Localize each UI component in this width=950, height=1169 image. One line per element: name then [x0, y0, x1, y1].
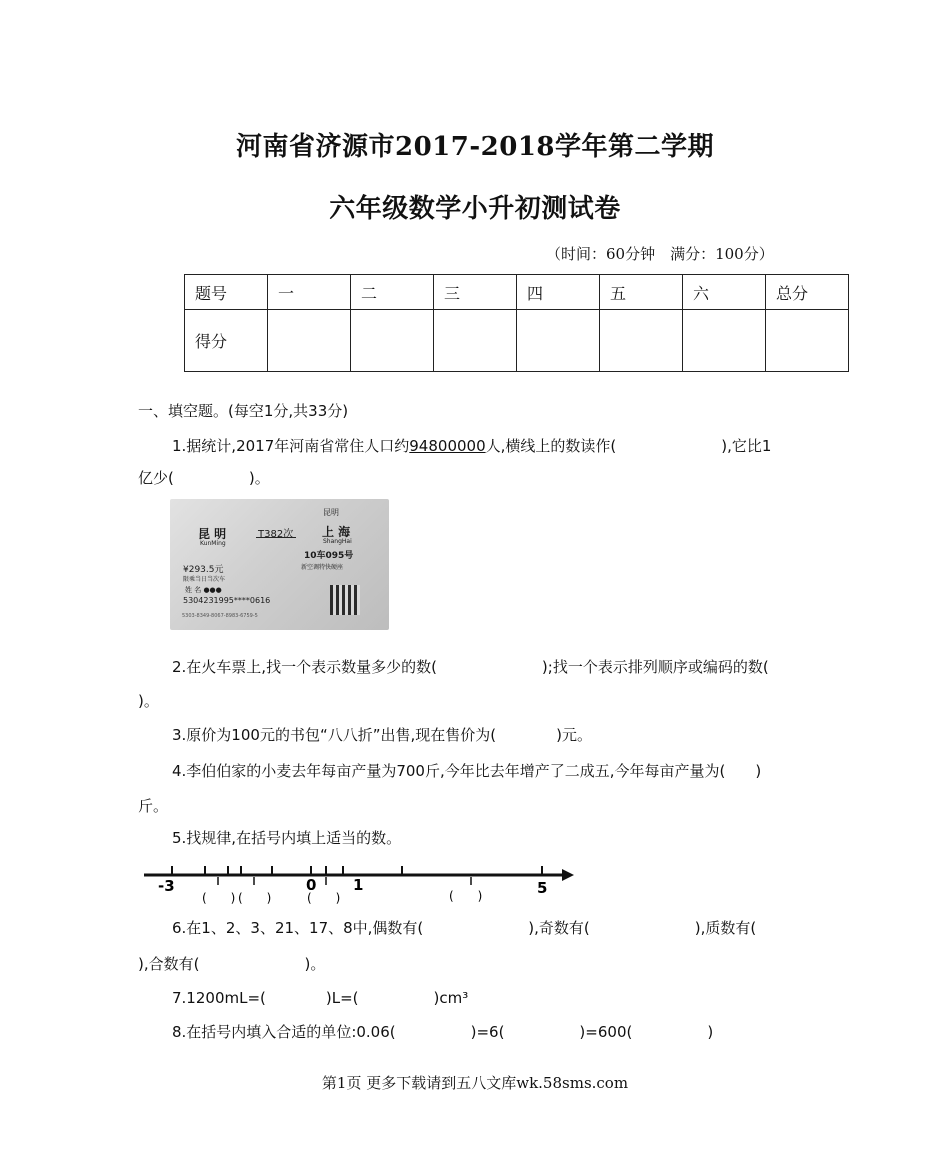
ticket-to-en: ShangHai: [323, 538, 352, 545]
numberline-blank[interactable]: ( ): [238, 891, 272, 905]
q6-text-a: 6.在1、2、3、21、17、8中,偶数有( ),奇数有( ),质数有(: [172, 919, 757, 937]
arrow-right-icon: [562, 869, 574, 881]
page-subtitle: 六年级数学小升初测试卷: [329, 194, 621, 224]
q2-text-a: 2.在火车票上,找一个表示数量多少的数( );找一个表示排列顺序或编码的数(: [172, 658, 769, 676]
ticket-serial: 5303-8349-8067-8983-6759-5: [182, 613, 258, 619]
page-title: 河南省济源市2017-2018学年第二学期: [235, 132, 715, 162]
score-row-label: 得分: [185, 310, 268, 372]
numberline-label: 1: [353, 876, 364, 894]
numberline-blank[interactable]: ( ): [449, 889, 483, 903]
q6-text-b: ),合数有( )。: [138, 955, 326, 973]
numberline-label: 0: [306, 876, 317, 894]
score-cell[interactable]: [351, 310, 434, 372]
question-1: [172, 435, 771, 456]
score-header-cell: 四: [517, 275, 600, 310]
q1-text-a: 1.据统计,2017年河南省常住人口约: [172, 437, 410, 455]
ticket-note: 限乘当日当次车: [183, 576, 226, 583]
score-cell[interactable]: [683, 310, 766, 372]
ticket-from: 昆 明: [198, 527, 227, 541]
ticket-arrow: [256, 537, 296, 538]
score-value-row: [185, 310, 849, 372]
score-header-cell: 六: [683, 275, 766, 310]
q2-text-b: )。: [138, 692, 159, 710]
q4-text-b: 斤。: [138, 797, 169, 815]
ticket-name: 姓 名 ●●●: [185, 586, 222, 594]
numberline-label: -3: [158, 877, 175, 895]
q1-text-b: 人,横线上的数读作( ),它比1: [485, 437, 772, 455]
q1-text-c: 亿少( )。: [138, 469, 270, 487]
score-header-cell: 二: [351, 275, 434, 310]
question-5: 5.找规律,在括号内填上适当的数。: [172, 829, 402, 847]
numberline-label: 5: [537, 879, 548, 897]
train-ticket-image: [170, 499, 389, 630]
score-header-cell: 一: [268, 275, 351, 310]
score-cell[interactable]: [517, 310, 600, 372]
score-cell[interactable]: [600, 310, 683, 372]
page-footer: 第1页 更多下载请到五八文库wk.58sms.com: [321, 1074, 629, 1092]
score-header-cell: 总分: [766, 275, 849, 310]
ticket-class: 新空调特快硬座: [301, 564, 344, 571]
score-table: [184, 274, 849, 372]
score-header-row: [185, 275, 849, 310]
q1-number: 94800000: [409, 437, 486, 455]
score-cell[interactable]: [268, 310, 351, 372]
ticket-price: ¥293.5元: [183, 565, 224, 575]
ticket-to: 上 海: [322, 525, 351, 539]
ticket-seat: 10车095号: [304, 551, 354, 561]
question-8: 8.在括号内填入合适的单位:0.06( )=6( )=600( ): [172, 1023, 714, 1041]
qr-code-icon: [330, 585, 360, 615]
score-cell[interactable]: [766, 310, 849, 372]
numberline-blank[interactable]: ( ): [202, 891, 236, 905]
score-header-cell: 三: [434, 275, 517, 310]
section1-heading: 一、填空题。(每空1分,共33分): [138, 402, 349, 420]
number-line-pointers: [218, 877, 471, 885]
score-header-cell: 题号: [185, 275, 268, 310]
q4-text-a: 4.李伯伯家的小麦去年每亩产量为700斤,今年比去年增产了二成五,今年每亩产量为( ): [172, 762, 762, 780]
ticket-from-en: KunMing: [200, 540, 226, 547]
score-header-cell: 五: [600, 275, 683, 310]
ticket-train: T382次: [258, 529, 294, 540]
number-line: [140, 858, 580, 908]
numberline-blank[interactable]: ( ): [307, 891, 341, 905]
ticket-id: 5304231995****0616: [183, 596, 271, 605]
question-7: 7.1200mL=( )L=( )cm³: [172, 989, 469, 1007]
question-3: 3.原价为100元的书包“八八折”出售,现在售价为( )元。: [172, 726, 592, 744]
time-info: （时间：60分钟 满分：100分）: [546, 245, 774, 263]
score-cell[interactable]: [434, 310, 517, 372]
ticket-stamp: 昆明: [323, 508, 339, 517]
